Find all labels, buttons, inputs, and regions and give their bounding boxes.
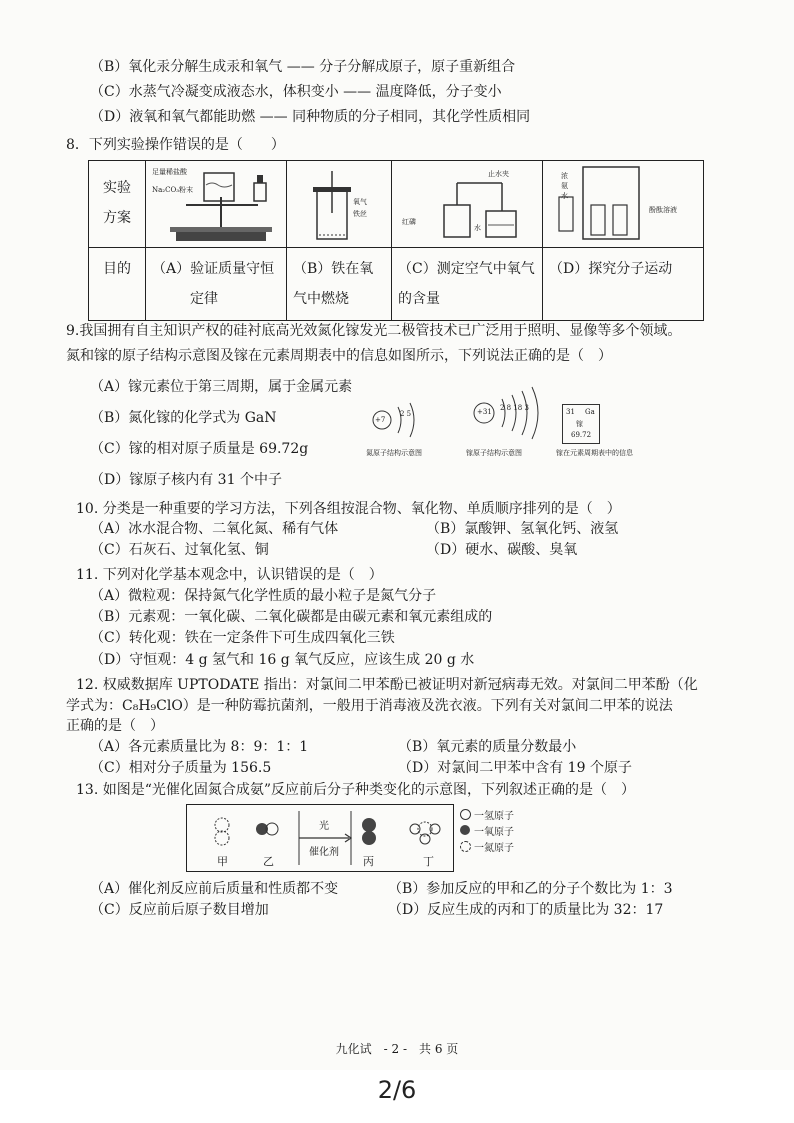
q11-option-b: （B）元素观：一氧化碳、二氧化碳都是由碳元素和氧元素组成的 [90,609,493,625]
q7-option-d: （D）液氧和氧气都能助燃 —— 同种物质的分子相同，其化学性质相同 [90,109,531,125]
q10-option-c: （C）石灰石、过氧化氢、铜 [90,542,269,558]
label-jia: 甲 [217,855,228,868]
nitrogen-atom-icon [460,841,471,852]
hydrogen-atom-icon [460,809,471,820]
arrow-catalyst-label: 催化剂 [309,847,339,858]
q11-stem: 11. 下列对化学基本观念中，认识错误的是（ ） [76,567,383,583]
q9-option-c: （C）镓的相对原子质量是 69.72g [90,441,309,457]
q11-option-c: （C）转化观：铁在一定条件下可生成四氧化三铁 [90,630,395,646]
q13-option-d: （D）反应生成的丙和丁的质量比为 32：17 [388,902,664,918]
page-footer: 九化试 - 2 - 共 6 页 [335,1042,459,1056]
scheme-b-image: 氧气 铁丝 [287,161,392,248]
q11-option-a: （A）微粒观：保持氮气化学性质的最小粒子是氮气分子 [90,588,437,604]
gallium-nucleus: +31 [477,408,492,416]
scheme-d-image: 浓 氨 水 酚酞溶液 [543,161,704,248]
q9-option-b: （B）氮化镓的化学式为 GaN [90,410,277,426]
q12-option-a: （A）各元素质量比为 8：9：1：1 [90,739,309,755]
q12-stem-line3: 正确的是（ ） [66,718,164,734]
q9-option-a: （A）镓元素位于第三周期，属于金属元素 [90,379,353,395]
exam-page: （B）氧化汞分解生成汞和氧气 —— 分子分解成原子，原子重新组合 （C）水蒸气冷凝变成液态水，体积变小 —— 温度降低，分子变小 （D）液氧和氧气都能助燃 —— 同种物质的分子相同，其化学性质相同 8．下列实验操作错误的是（ ） 实验 方案 足量稀盐酸 Na₂CO₃粉末 氧气 铁丝 止水夹 红磷 水 浓 氨 水 酚酞溶液 目的 （A）验证质量守恒 定律 （B）铁在氧 气中燃烧 （C）测定空气中氧气 的含量 （D）探究分子运动 9.我国拥有自主知识产权的硅衬底高光效氮化镓发光二极管技术已广泛用于照明、显像等多个领域。 氮和镓的原子结构示意图及镓在元素周期表中的信息如图所示，下列说法正确的是（ ） （A）镓元素位于第三周期，属于金属元素 （B）氮化镓的化学式为 GaN （C）镓的相对原子质量是 69.72g （D）镓原子核内有 31 个中子 +7 2 5 氮原子结构示意图 +31 2 8 18 3 镓原子结构示意图 31 Ga 镓 69.72 镓在元素周期表中的信息 10. 分类是一种重要的学习方法，下列各组按混合物、氧化物、单质顺序排列的是（ ） （A）冰水混合物、二氧化氮、稀有气体 （B）氯酸钾、氢氧化钙、液氢 （C）石灰石、过氧化氢、铜 （D）硬水、碳酸、臭氧 11. 下列对化学基本观念中，认识错误的是（ ） （A）微粒观：保持氮气化学性质的最小粒子是氮气分子 （B）元素观：一氧化碳、二氧化碳都是由碳元素和氧元素组成的 （C）转化观：铁在一定条件下可生成四氧化三铁 （D）守恒观：4 g 氢气和 16 g 氧气反应，应该生成 20 g 水 12. 权威数据库 UPTODATE 指出：对氯间二甲苯酚已被证明对新冠病毒无效。对氯间二甲苯酚（化 学式为：C₈H₉ClO）是一种防霉抗菌剂，一般用于消毒液及洗衣液。下列有关对氯间二甲苯的说法 正确的是（ ） （A）各元素质量比为 8：9：1：1 （B）氧元素的质量分数最小 （C）相对分子质量为 156.5 （D）对氯间二甲苯中含有 19 个原子 13. 如图是“光催化固氮合成氨”反应前后分子种类变化的示意图，下列叙述正确的是（ ） 甲 乙 丙 丁 光 催化剂 一氢原子 一氧原子 一氮原子 （A）催化剂反应前后质量和性质都不变 （B）参加反应的甲和乙的分子个数比为 1：3 （C）反应前后原子数目增加 （D）反应生成的丙和丁的质量比为 32：17 九化试 - 2 - 共 6 页 [0,0,794,1070]
purpose-c: （C）测定空气中氧气 的含量 [392,248,543,321]
scheme-a-image: 足量稀盐酸 Na₂CO₃粉末 [146,161,287,248]
q12-stem-line1: 12. 权威数据库 UPTODATE 指出：对氯间二甲苯酚已被证明对新冠病毒无效。对氯间二甲苯酚（化 [76,677,698,693]
q9-option-d: （D）镓原子核内有 31 个中子 [90,472,282,488]
nitrogen-shells: 2 5 [400,410,412,418]
arrow-light-label: 光 [319,821,329,832]
label-ding: 丁 [423,855,434,868]
q10-option-a: （A）冰水混合物、二氧化氮、稀有气体 [90,521,339,537]
q8-experiment-table [88,160,704,321]
q10-option-b: （B）氯酸钾、氢氧化钙、液氢 [426,521,619,537]
q9-stem-line1: 9.我国拥有自主知识产权的硅衬底高光效氮化镓发光二极管技术已广泛用于照明、显像等多个领域。 [66,323,682,339]
gallium-shells: 2 8 18 3 [500,404,529,412]
oxygen-atom-icon [460,825,470,835]
table-header-scheme: 实验 方案 [89,161,146,248]
q12-option-d: （D）对氯间二甲苯中含有 19 个原子 [398,760,632,776]
q13-option-a: （A）催化剂反应前后质量和性质都不变 [90,881,339,897]
q12-option-b: （B）氧元素的质量分数最小 [398,739,577,755]
q12-option-c: （C）相对分子质量为 156.5 [90,760,272,776]
q7-option-b: （B）氧化汞分解生成汞和氧气 —— 分子分解成原子，原子重新组合 [90,59,516,75]
periodic-table-cell: 31 Ga 镓 69.72 [562,404,600,444]
q12-stem-line2: 学式为：C₈H₉ClO）是一种防霉抗菌剂，一般用于消毒液及洗衣液。下列有关对氯间二甲苯的说法 [66,698,673,714]
scheme-c-image: 止水夹 红磷 水 [392,161,543,248]
oxygen-measurement-apparatus-icon [392,161,542,247]
gallium-caption: 镓原子结构示意图 [466,449,522,457]
q13-option-c: （C）反应前后原子数目增加 [90,902,269,918]
label-yi: 乙 [263,855,274,868]
page-indicator: 2/6 [377,1076,417,1104]
q10-option-d: （D）硬水、碳酸、臭氧 [426,542,578,558]
q10-stem: 10. 分类是一种重要的学习方法，下列各组按混合物、氧化物、单质顺序排列的是（ ） [76,501,621,517]
q11-option-d: （D）守恒观：4 g 氢气和 16 g 氧气反应，应该生成 20 g 水 [90,652,475,668]
q9-stem-line2: 氮和镓的原子结构示意图及镓在元素周期表中的信息如图所示，下列说法正确的是（ ） [66,348,612,364]
iron-combustion-bottle-icon [287,161,391,247]
q13-stem: 13. 如图是“光催化固氮合成氨”反应前后分子种类变化的示意图，下列叙述正确的是（ ） [76,782,636,798]
reaction-diagram [186,804,454,872]
label-bing: 丙 [363,855,374,868]
nitrogen-nucleus: +7 [375,416,386,424]
q7-option-c: （C）水蒸气冷凝变成液态水，体积变小 —— 温度降低，分子变小 [90,84,502,100]
table-header-purpose: 目的 [89,248,146,321]
purpose-a: （A）验证质量守恒 定律 [146,248,287,321]
nitrogen-caption: 氮原子结构示意图 [366,449,422,457]
purpose-d: （D）探究分子运动 [543,248,704,321]
periodic-caption: 镓在元素周期表中的信息 [556,449,633,457]
q13-option-b: （B）参加反应的甲和乙的分子个数比为 1：3 [388,881,673,897]
purpose-b: （B）铁在氧 气中燃烧 [287,248,392,321]
q8-stem: 8．下列实验操作错误的是（ ） [66,137,285,153]
